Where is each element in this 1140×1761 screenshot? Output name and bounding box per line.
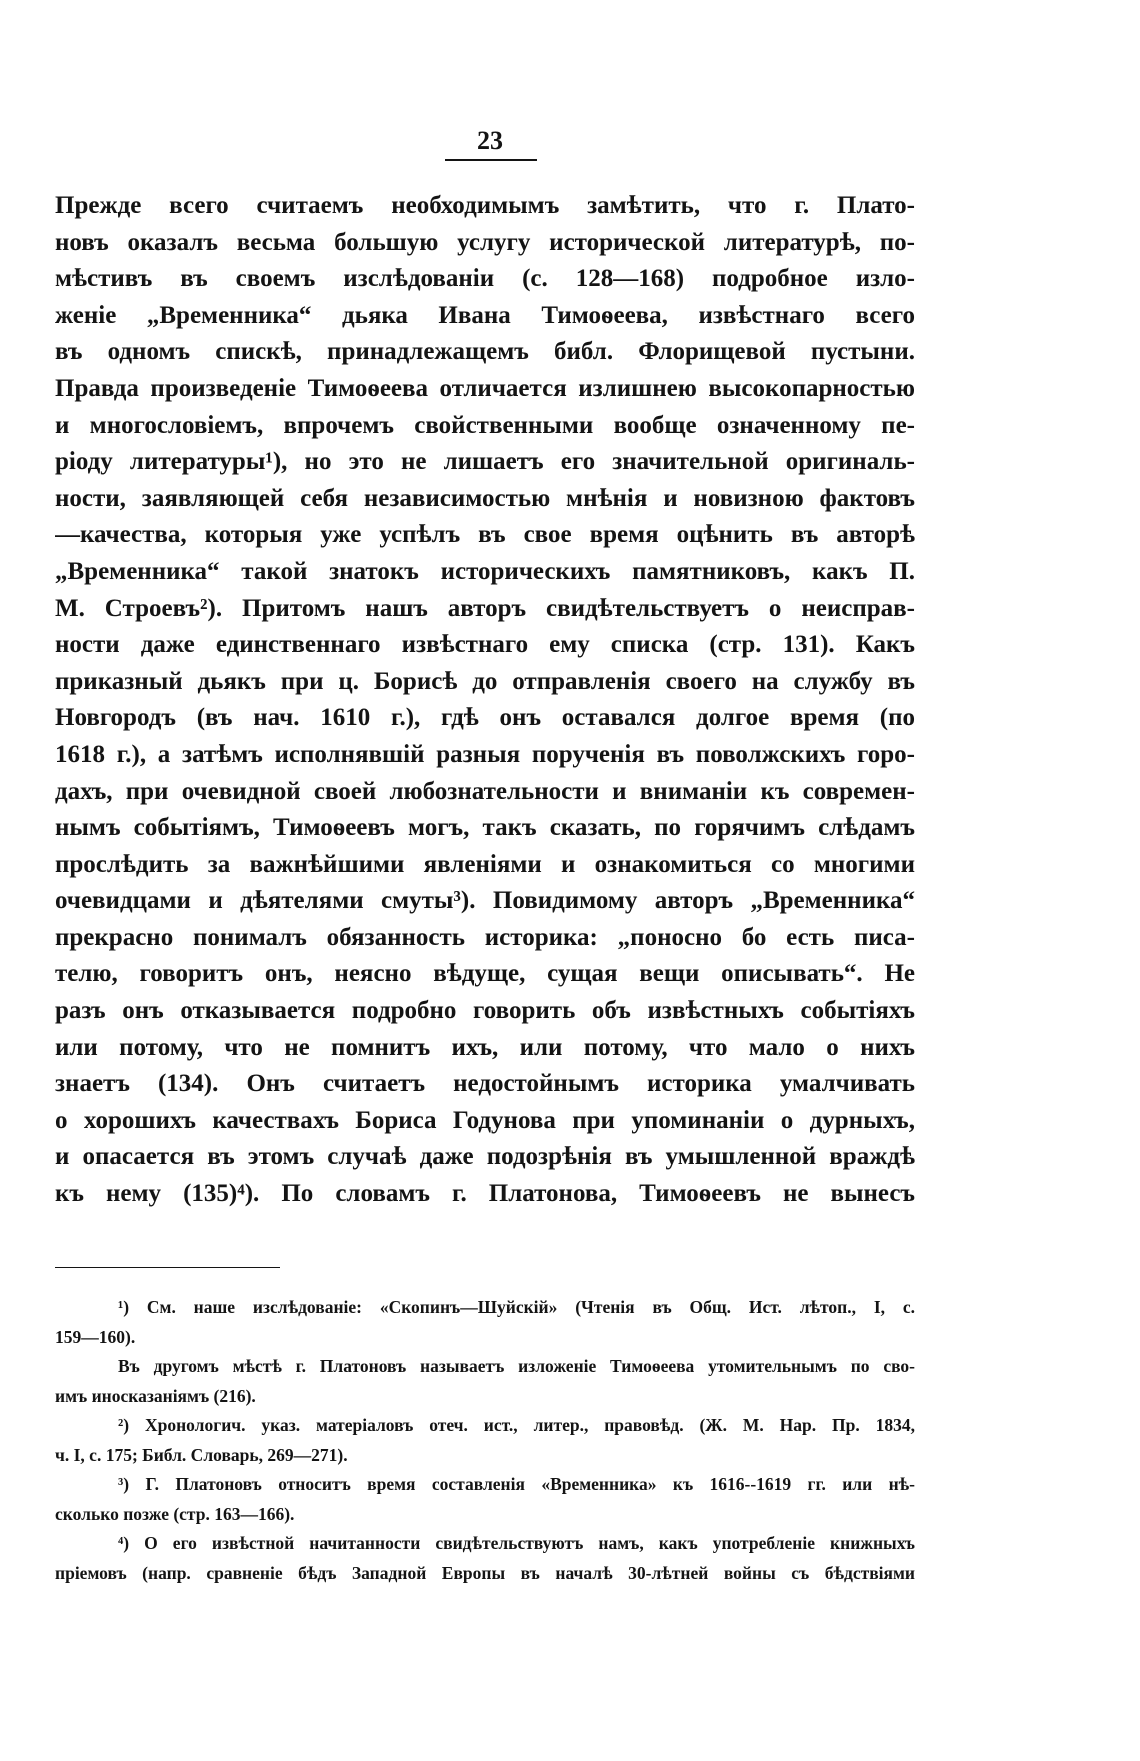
footnote-line: сколько позже (стр. 163—166). bbox=[55, 1503, 295, 1524]
text-line: или потому, что не помнитъ ихъ, или потому, что мало о нихъ bbox=[55, 1033, 915, 1061]
footnote-line: имъ иносказаніямъ (216). bbox=[55, 1385, 256, 1406]
text-line: 1618 г.), а затѣмъ исполнявшій разныя порученія въ поволжскихъ горо- bbox=[55, 740, 915, 768]
footnote-line: Въ другомъ мѣстѣ г. Платоновъ называетъ изложеніе Тимоѳеева утомительнымъ по сво- bbox=[118, 1356, 915, 1376]
footnote-1-continued bbox=[55, 1352, 915, 1411]
text-line: прослѣдить за важнѣйшими явленіями и ознакомиться со многими bbox=[55, 850, 915, 878]
text-line: разъ онъ отказывается подробно говорить объ извѣстныхъ событіяхъ bbox=[55, 997, 915, 1025]
text-line: Прежде всего считаемъ необходимымъ замѣтить, что г. Плато- bbox=[55, 192, 915, 219]
text-line: къ нему (135)⁴). По словамъ г. Платонова, Тимоѳеевъ не вынесъ bbox=[55, 1180, 915, 1208]
text-line: прекрасно понималъ обязанность историка: „поносно бо есть писа- bbox=[55, 923, 915, 951]
footnote-2 bbox=[55, 1411, 915, 1470]
footnote-line: 159—160). bbox=[55, 1326, 136, 1347]
text-line: и многословіемъ, впрочемъ свойственными вообще означенному пе- bbox=[55, 411, 915, 439]
text-line: приказный дьякъ при ц. Борисѣ до отправленія своего на службу въ bbox=[55, 667, 915, 695]
text-line: и опасается въ этомъ случаѣ даже подозрѣнія въ умышленной враждѣ bbox=[55, 1143, 915, 1171]
footnotes bbox=[55, 1293, 915, 1588]
text-line: ности, заявляющей себя независимостью мнѣнія и новизною фактовъ bbox=[55, 484, 915, 512]
text-line: о хорошихъ качествахъ Бориса Годунова при упоминаніи о дурныхъ, bbox=[55, 1106, 915, 1134]
page-number-underline bbox=[445, 159, 537, 161]
text-line: нымъ событіямъ, Тимоѳеевъ могъ, такъ сказать, по горячимъ слѣдамъ bbox=[55, 814, 915, 842]
footnote-line: ч. I, с. 175; Библ. Словарь, 269—271). bbox=[55, 1444, 348, 1465]
footnote-separator bbox=[55, 1267, 280, 1268]
text-line: дахъ, при очевидной своей любознательности и вниманіи къ современ- bbox=[55, 777, 915, 805]
text-line: новъ оказалъ весьма большую услугу исторической литературѣ, по- bbox=[55, 228, 915, 256]
text-line: „Временника“ такой знатокъ историческихъ памятниковъ, какъ П. bbox=[55, 557, 915, 585]
footnote-line: ³) Г. Платоновъ относитъ время составленія «Временника» къ 1616--1619 гг. или нѣ- bbox=[118, 1474, 915, 1494]
text-line: ности даже единственнаго извѣстнаго ему списка (стр. 131). Какъ bbox=[55, 631, 915, 659]
text-line: телю, говоритъ онъ, неясно вѣдуще, сущая вещи описывать“. Не bbox=[55, 960, 915, 988]
text-line: Новгородъ (въ нач. 1610 г.), гдѣ онъ оставался долгое время (по bbox=[55, 704, 915, 732]
footnote-line: ⁴) О его извѣстной начитанности свидѣтельствуютъ намъ, какъ употребленіе книжныхъ bbox=[118, 1533, 915, 1553]
text-line: въ одномъ спискѣ, принадлежащемъ библ. Флорищевой пустыни. bbox=[55, 338, 915, 366]
footnote-line: пріемовъ (напр. сравненіе бѣдъ Западной Европы въ началѣ 30-лѣтней войны съ бѣдствіями bbox=[55, 1562, 915, 1583]
text-line: знаетъ (134). Онъ считаетъ недостойнымъ историка умалчивать bbox=[55, 1070, 915, 1098]
text-line: —качества, которыя уже успѣлъ въ свое время оцѣнить въ авторѣ bbox=[55, 521, 915, 549]
footnote-line: ²) Хронологич. указ. матеріаловъ отеч. ист., литер., правовѣд. (Ж. М. Нар. Пр. 1834, bbox=[118, 1415, 915, 1435]
text-line: Правда произведеніе Тимоѳеева отличается излишнею высокопарностью bbox=[55, 374, 915, 402]
footnote-4 bbox=[55, 1529, 915, 1588]
text-line: очевидцами и дѣятелями смуты³). Повидимому авторъ „Временника“ bbox=[55, 887, 915, 915]
text-line: ріоду литературы¹), но это не лишаетъ его значительной оригиналь- bbox=[55, 448, 915, 476]
text-line: женіе „Временника“ дьяка Ивана Тимоѳеева, извѣстнаго всего bbox=[55, 301, 915, 329]
footnote-1 bbox=[55, 1293, 915, 1352]
main-text bbox=[55, 188, 915, 1213]
text-line: мѣстивъ въ своемъ изслѣдованіи (с. 128—168) подробное изло- bbox=[55, 265, 915, 293]
footnote-3 bbox=[55, 1470, 915, 1529]
page-number: 23 bbox=[477, 126, 503, 155]
footnote-line: ¹) См. наше изслѣдованіе: «Скопинъ—Шуйскій» (Чтенія въ Общ. Ист. лѣтоп., I, с. bbox=[118, 1297, 915, 1317]
text-line: М. Строевъ²). Притомъ нашъ авторъ свидѣтельствуетъ о неисправ- bbox=[55, 594, 915, 622]
